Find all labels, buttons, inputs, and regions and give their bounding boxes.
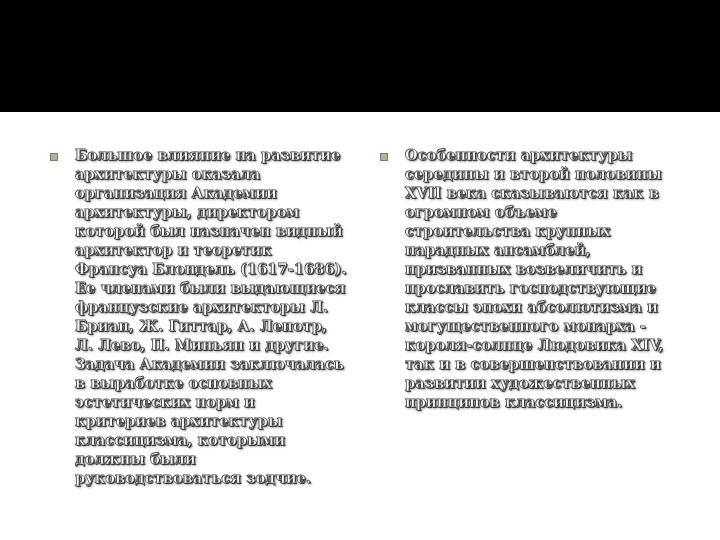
right-paragraph: Особенности архитектуры середины и второй половины XVII века сказываются как в огромном объеме строительства крупных парадных ансамблей, призванных возвеличить и прославить господствующие классы эпохи абсолютизма и могущественного монарха - короля-солнце Людовика XIV, так и в совершенствовании и развитии художественных принципов классицизма. xyxy=(405,147,664,411)
left-paragraph: Большое влияние на развитие архитектуры оказала организация Академии архитектуры, директором которой был назначен видный архитектор и теоретик Франсуа Блондель (1617-1686). Ее членами были выдающиеся французские архитекторы Л. Бриан, Ж. Гиттар, А. Ленотр, Л. Лево, П. Миньян и другие. Задача Академии заключалась в выработке основных эстетических норм и критериев архитектуры классицизма, которыми должны были руководствоваться зодчие. xyxy=(75,147,347,487)
square-bullet-icon xyxy=(380,153,388,161)
title-band xyxy=(0,0,720,112)
left-column xyxy=(50,146,350,488)
square-bullet-icon xyxy=(50,153,58,161)
title-divider xyxy=(0,112,720,117)
right-column xyxy=(380,146,680,412)
